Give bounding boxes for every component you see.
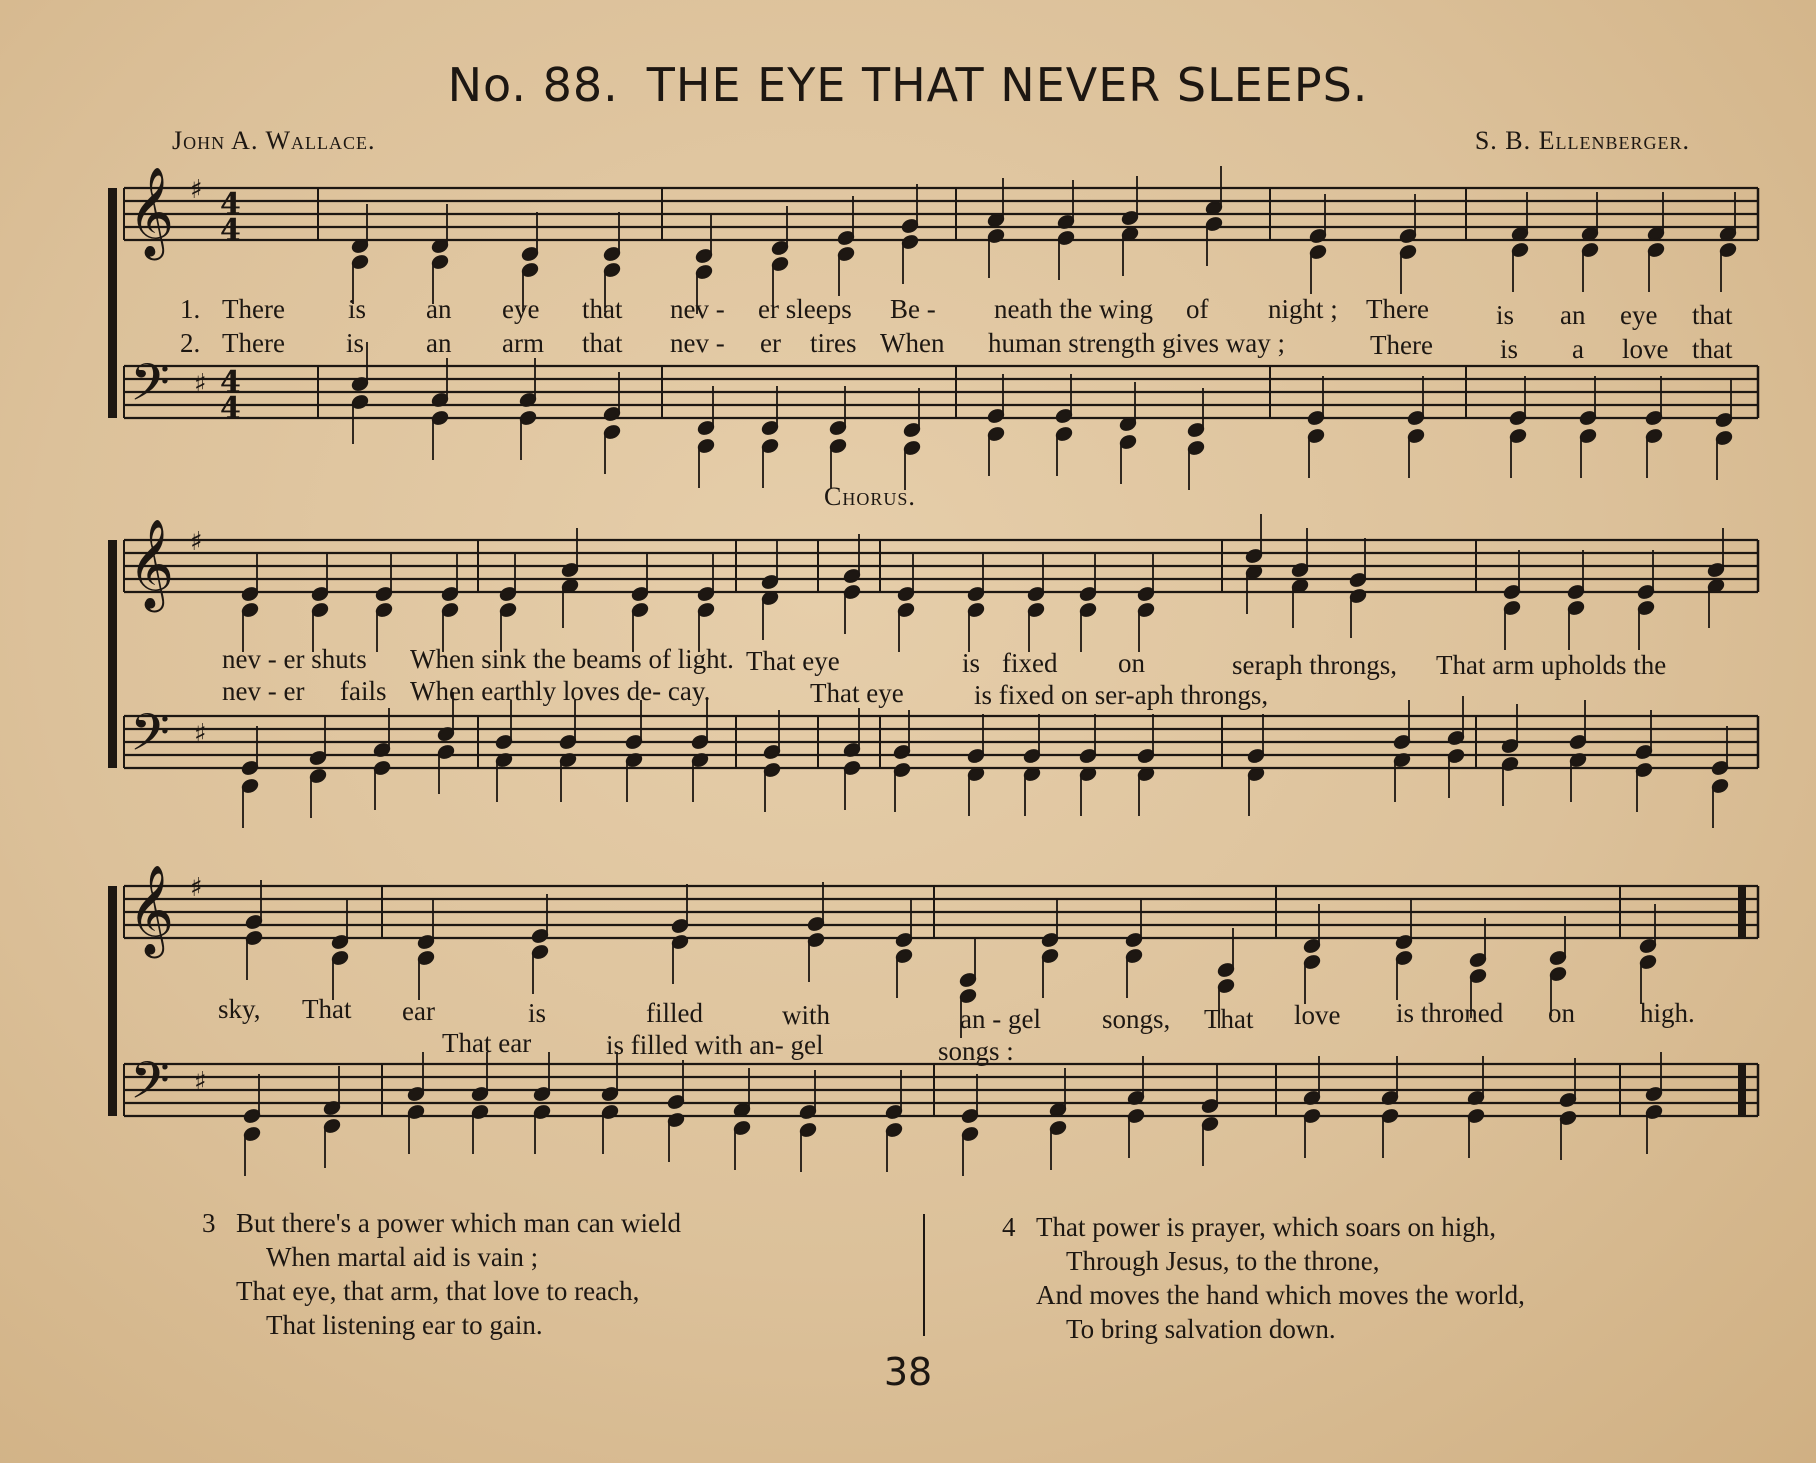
lyric-word: fails bbox=[340, 676, 387, 706]
lyric-word: an bbox=[1560, 300, 1586, 330]
key-sharp: ♯ bbox=[190, 873, 203, 903]
verse-4-number: 4 bbox=[1002, 1212, 1016, 1242]
key-sharp: ♯ bbox=[190, 527, 203, 557]
lyric-word: When bbox=[880, 328, 945, 358]
lyric-word: That eye bbox=[746, 646, 840, 676]
lyric-word: on bbox=[1118, 648, 1145, 678]
system-bracket bbox=[108, 886, 117, 1116]
lyric-word: songs : bbox=[938, 1036, 1014, 1066]
verse-line: That eye, that arm, that love to reach, bbox=[236, 1276, 640, 1306]
lyric-word: fixed bbox=[1002, 648, 1058, 678]
verse-3 bbox=[202, 1206, 681, 1342]
verse-line: And moves the hand which moves the world, bbox=[1036, 1280, 1525, 1310]
lyric-word: is bbox=[528, 998, 547, 1028]
lyric-word: songs, bbox=[1102, 1004, 1171, 1034]
key-sharp: ♯ bbox=[194, 369, 207, 399]
verse-line: Through Jesus, to the throne, bbox=[1066, 1246, 1380, 1276]
verse-4 bbox=[1002, 1210, 1525, 1346]
lyric-word: eye bbox=[1620, 300, 1658, 330]
lyric-word: neath the wing bbox=[994, 294, 1153, 324]
lyric-word: When earthly loves de- cay. bbox=[410, 676, 711, 706]
time-signature-bottom: 4 bbox=[220, 213, 241, 248]
verse-number-1: 1. bbox=[180, 294, 201, 324]
lyric-word: an bbox=[426, 294, 452, 324]
lyric-word: that bbox=[1692, 334, 1733, 364]
treble-clef: 𝄞 bbox=[128, 519, 175, 609]
hymn-title: THE EYE THAT NEVER SLEEPS. bbox=[646, 58, 1369, 112]
time-signature-top: 4 bbox=[220, 187, 241, 222]
system-bracket bbox=[108, 188, 117, 418]
lyric-word: night ; bbox=[1268, 294, 1338, 324]
lyric-word: high. bbox=[1640, 998, 1695, 1028]
lyric-word: with bbox=[782, 1000, 831, 1030]
bass-clef: 𝄢 bbox=[130, 702, 170, 775]
lyric-word: an - gel bbox=[960, 1004, 1041, 1034]
lyric-word: on bbox=[1548, 998, 1575, 1028]
lyric-word: nev - er bbox=[222, 676, 305, 706]
lyric-word: a bbox=[1572, 334, 1584, 364]
lyric-word: nev - bbox=[670, 294, 725, 324]
lyric-word: When sink the beams of light. bbox=[410, 644, 734, 674]
key-sharp: ♯ bbox=[194, 719, 207, 749]
lyric-word: is throned bbox=[1396, 998, 1504, 1028]
lyric-word: is bbox=[1500, 334, 1519, 364]
lyric-word: of bbox=[1186, 294, 1209, 324]
lyric-word: That bbox=[1204, 1004, 1254, 1034]
chorus-label: Chorus. bbox=[824, 482, 916, 511]
lyric-word: There bbox=[222, 294, 285, 324]
verse-number-2: 2. bbox=[180, 328, 201, 358]
lyric-word: nev - bbox=[670, 328, 725, 358]
final-barline bbox=[1738, 1064, 1746, 1116]
lyric-word: is bbox=[1496, 300, 1515, 330]
lyric-word: that bbox=[582, 294, 623, 324]
verse-3-number: 3 bbox=[202, 1208, 216, 1238]
lyric-word: er sleeps bbox=[758, 294, 852, 324]
lyric-word: There bbox=[1370, 330, 1433, 360]
composer-credit: S. B. Ellenberger. bbox=[1474, 126, 1690, 155]
lyric-word: is fixed on ser-aph throngs, bbox=[974, 680, 1269, 710]
lyric-word: love bbox=[1294, 1000, 1341, 1030]
lyric-word: is filled with an- gel bbox=[606, 1030, 824, 1060]
lyric-word: nev - er shuts bbox=[222, 644, 367, 674]
lyric-word: filled bbox=[646, 998, 703, 1028]
verse-line: To bring salvation down. bbox=[1066, 1314, 1336, 1344]
system-bracket bbox=[108, 540, 117, 768]
lyric-word: is bbox=[962, 648, 981, 678]
lyric-word: that bbox=[582, 328, 623, 358]
lyric-word: That bbox=[302, 994, 352, 1024]
lyric-word: There bbox=[222, 328, 285, 358]
treble-clef: 𝄞 bbox=[128, 865, 175, 955]
verse-line: When martal aid is vain ; bbox=[266, 1242, 539, 1272]
key-sharp: ♯ bbox=[190, 175, 203, 205]
final-barline bbox=[1738, 886, 1746, 938]
lyric-word: That arm upholds the bbox=[1436, 650, 1667, 680]
verse-line: But there's a power which man can wield bbox=[236, 1208, 681, 1238]
lyric-word: eye bbox=[502, 294, 540, 324]
lyric-word: That ear bbox=[442, 1028, 532, 1058]
lyric-word: That eye bbox=[810, 678, 904, 708]
treble-clef: 𝄞 bbox=[128, 167, 175, 257]
lyric-word: There bbox=[1366, 294, 1429, 324]
lyric-word: sky, bbox=[218, 994, 261, 1024]
key-sharp: ♯ bbox=[194, 1067, 207, 1097]
verse-line: That power is prayer, which soars on high, bbox=[1036, 1212, 1497, 1242]
hymn-number: No. 88. bbox=[447, 58, 619, 112]
lyric-word: love bbox=[1622, 334, 1669, 364]
verse-line: That listening ear to gain. bbox=[266, 1310, 543, 1340]
lyric-word: is bbox=[346, 328, 365, 358]
lyric-word: ear bbox=[402, 996, 435, 1026]
bass-clef: 𝄢 bbox=[130, 1050, 170, 1123]
author-credit: John A. Wallace. bbox=[172, 126, 376, 155]
lyric-word: Be - bbox=[890, 294, 936, 324]
page-number: 38 bbox=[883, 1350, 933, 1394]
lyric-word: an bbox=[426, 328, 452, 358]
lyric-word: arm bbox=[502, 328, 544, 358]
time-signature-top: 4 bbox=[220, 365, 241, 400]
lyric-word: seraph throngs, bbox=[1232, 650, 1397, 680]
bass-clef: 𝄢 bbox=[130, 352, 170, 425]
time-signature-bottom: 4 bbox=[220, 391, 241, 426]
lyric-word: er bbox=[760, 328, 781, 358]
lyric-word: is bbox=[348, 294, 367, 324]
lyric-word: human strength gives way ; bbox=[988, 328, 1285, 358]
lyric-word: that bbox=[1692, 300, 1733, 330]
lyric-word: tires bbox=[810, 328, 857, 358]
